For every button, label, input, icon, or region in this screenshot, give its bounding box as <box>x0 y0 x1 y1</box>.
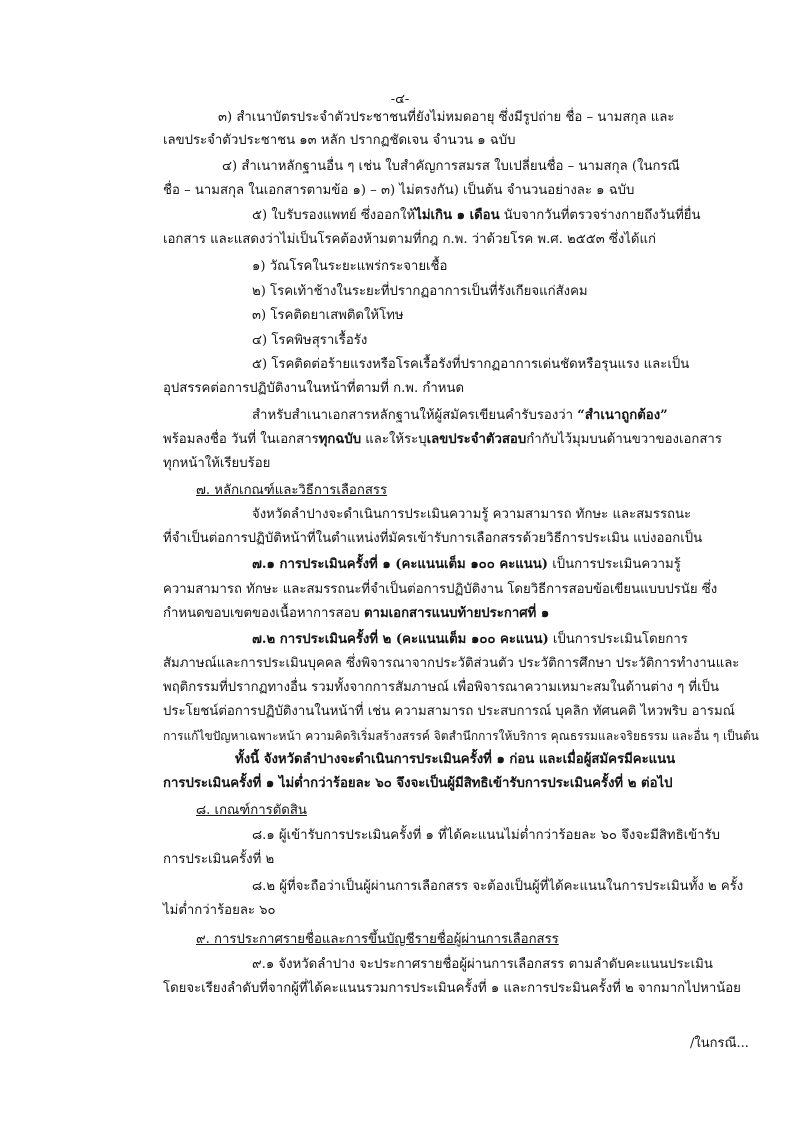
note-line-2: การประเมินครั้งที่ ๑ ไม่ต่ำกว่าร้อยละ ๖๐ จึงจะเป็นผู้มีสิทธิเข้ารับการประเมินครั้งที่ ๒ ต่อไป <box>163 776 673 791</box>
section-7-2-line-1 <box>252 630 688 650</box>
copies-text-b5: กำกับไว้มุมบนด้านขวาของเอกสาร <box>526 432 722 447</box>
item-5-line-1 <box>252 206 701 226</box>
item-4-line-2: ชื่อ – นามสกุล ในเอกสารตามข้อ ๑) – ๓) ไม่ตรงกัน) เป็นต้น จำนวนอย่างละ ๑ ฉบับ <box>163 183 635 198</box>
section-7-1-text: เป็นการประเมินความรู้ <box>548 557 681 572</box>
copies-text-b3: และให้ระบุ <box>361 432 427 447</box>
section-7-2-line-3: พฤติกรรมที่ปรากฏทางอื่น รวมทั้งจากการสัมภาษณ์ เพื่อพิจารณาความเหมาะสมในด้านต่าง ๆ ที่เป็น <box>163 680 720 695</box>
item-4-line-1: ๔) สำเนาหลักฐานอื่น ๆ เช่น ใบสำคัญการสมรส ใบเปลี่ยนชื่อ – นามสกุล (ในกรณี <box>222 159 680 174</box>
section-9-heading: ๙. การประกาศรายชื่อและการขึ้นบัญชีรายชื่อผู้ผ่านการเลือกสรร <box>196 932 559 947</box>
section-7-1-line-3 <box>163 604 549 624</box>
item-5-line-2: เอกสาร และแสดงว่าไม่เป็นโรคต้องห้ามตามที่กฎ ก.พ. ว่าด้วยโรค พ.ศ. ๒๕๕๓ ซึ่งได้แก่ <box>163 232 656 247</box>
item-5-text-b: นับจากวันที่ตรวจร่างกายถึงวันที่ยื่น <box>499 208 701 223</box>
section-7-1-line-2: ความสามารถ ทักษะ และสมรรถนะที่จำเป็นต่อการปฏิบัติงาน โดยวิธีการสอบข้อเขียนแบบปรนัย ซึ่ง <box>163 582 718 597</box>
item-3-line-1: ๓) สำเนาบัตรประจำตัวประชาชนที่ยังไม่หมดอายุ ซึ่งมีรูปถ่าย ชื่อ – นามสกุล และ <box>218 110 675 125</box>
section-7-line-1: จังหวัดลำปางจะดำเนินการประเมินความรู้ ความสามารถ ทักษะ และสมรรถนะ <box>252 507 692 522</box>
disease-3: ๓) โรคติดยาเสพติดให้โทษ <box>252 308 404 323</box>
copies-text: สำหรับสำเนาเอกสารหลักฐานให้ผู้สมัครเขียนคำรับรองว่า <box>252 408 578 423</box>
item-5-duration: ไม่เกิน ๑ เดือน <box>415 208 500 223</box>
section-7-1-text-c: กำหนดขอบเขตของเนื้อหาการสอบ <box>163 606 364 621</box>
section-7-line-2: ที่จำเป็นต่อการปฏิบัติหน้าที่ในตำแหน่งที่มัครเข้ารับการเลือกสรรด้วยวิธีการประเมิน แบ่งออกเป็น <box>163 531 703 546</box>
disease-5-line-1: ๕) โรคติดต่อร้ายแรงหรือโรคเรื้อรังที่ปรากฏอาการเด่นชัดหรือรุนแรง และเป็น <box>252 357 690 372</box>
disease-5-line-2: อุปสรรคต่อการปฏิบัติงานในหน้าที่ตามที่ ก.พ. กำหนด <box>163 381 465 396</box>
disease-4: ๔) โรคพิษสุราเรื้อรัง <box>252 333 368 348</box>
copies-line-3: ทุกหน้าให้เรียบร้อย <box>163 456 271 471</box>
disease-2: ๒) โรคเท้าช้างในระยะที่ปรากฏอาการเป็นที่รังเกียจแก่สังคม <box>252 284 588 299</box>
copies-every-copy: ทุกฉบับ <box>318 432 362 447</box>
section-8-2-line-1: ๘.๒ ผู้ที่จะถือว่าเป็นผู้ผ่านการเลือกสรร จะต้องเป็นผู้ที่ได้คะแนนในการประเมินทั้ง ๒ ครั้ง <box>252 879 744 894</box>
section-8-1-line-2: การประเมินครั้งที่ ๒ <box>163 852 275 867</box>
section-7-1-attachment: ตามเอกสารแนบท้ายประกาศที่ ๑ <box>363 606 550 621</box>
section-9-1-line-2: โดยจะเรียงลำดับที่จากผู้ที่ได้คะแนนรวมการประเมินครั้งที่ ๑ และการประมินครั้งที่ ๒ จากมากไปหาน้อย <box>163 981 741 996</box>
section-7-heading: ๗. หลักเกณฑ์และวิธีการเลือกสรร <box>196 483 388 498</box>
section-7-2-heading: ๗.๒ การประเมินครั้งที่ ๒ (คะแนนเต็ม ๑๐๐ คะแนน) <box>252 632 549 647</box>
copies-line-2 <box>163 430 722 450</box>
section-8-1-line-1: ๘.๑ ผู้เข้ารับการประเมินครั้งที่ ๑ ที่ได้คะแนนไม่ต่ำกว่าร้อยละ ๖๐ จึงจะมีสิทธิเข้ารับ <box>252 828 721 843</box>
section-7-1-heading: ๗.๑ การประเมินครั้งที่ ๑ (คะแนนเต็ม ๑๐๐ คะแนน) <box>252 557 549 572</box>
section-7-2-line-2: สัมภาษณ์และการประเมินบุคคล ซึ่งพิจารณาจากประวัติส่วนตัว ประวัติการศึกษา ประวัติการทำงานและ <box>163 656 740 671</box>
section-7-1-line-1 <box>252 555 681 575</box>
section-7-2-line-4: ประโยชน์ต่อการปฏิบัติงานในหน้าที่ เช่น ความสามารถ ประสบการณ์ บุคลิก ทัศนคติ ไหวพริบ อารมณ์ <box>163 704 735 719</box>
item-3-line-2: เลขประจำตัวประชาชน ๑๓ หลัก ปรากฏชัดเจน จำนวน ๑ ฉบับ <box>163 133 516 148</box>
section-9-1-line-1: ๙.๑ จังหวัดลำปาง จะประกาศรายชื่อผู้ผ่านการเลือกสรร ตามลำดับคะแนนประเมิน <box>252 957 713 972</box>
section-7-2-text: เป็นการประเมินโดยการ <box>548 632 688 647</box>
continuation-marker: /ในกรณี... <box>690 1036 749 1051</box>
disease-1: ๑) วัณโรคในระยะแพร่กระจายเชื้อ <box>252 259 448 274</box>
note-line-1: ทั้งนี้ จังหวัดลำปางจะดำเนินการประเมินครั้งที่ ๑ ก่อน และเมื่อผู้สมัครมีคะแนน <box>235 752 676 767</box>
section-8-2-line-2: ไม่ต่ำกว่าร้อยละ ๖๐ <box>163 903 276 918</box>
section-8-heading: ๘. เกณฑ์การตัดสิน <box>196 803 307 818</box>
section-7-2-line-5: การแก้ไขปัญหาเฉพาะหน้า ความคิดริเริ่มสร้างสรรค์ จิตสำนึกการให้บริการ คุณธรรมและจริยธรรม และอื่น ๆ เป็นต้น <box>163 729 759 743</box>
page-number: -๔- <box>390 92 410 107</box>
copies-exam-number: เลขประจำตัวสอบ <box>426 432 527 447</box>
copies-line-1 <box>252 406 668 426</box>
item-5-text-a: ๕) ใบรับรองแพทย์ ซึ่งออกให้ <box>252 208 416 223</box>
certified-copy-phrase: “สำเนาถูกต้อง” <box>577 408 668 423</box>
copies-text-b1: พร้อมลงชื่อ วันที่ ในเอกสาร <box>163 432 319 447</box>
